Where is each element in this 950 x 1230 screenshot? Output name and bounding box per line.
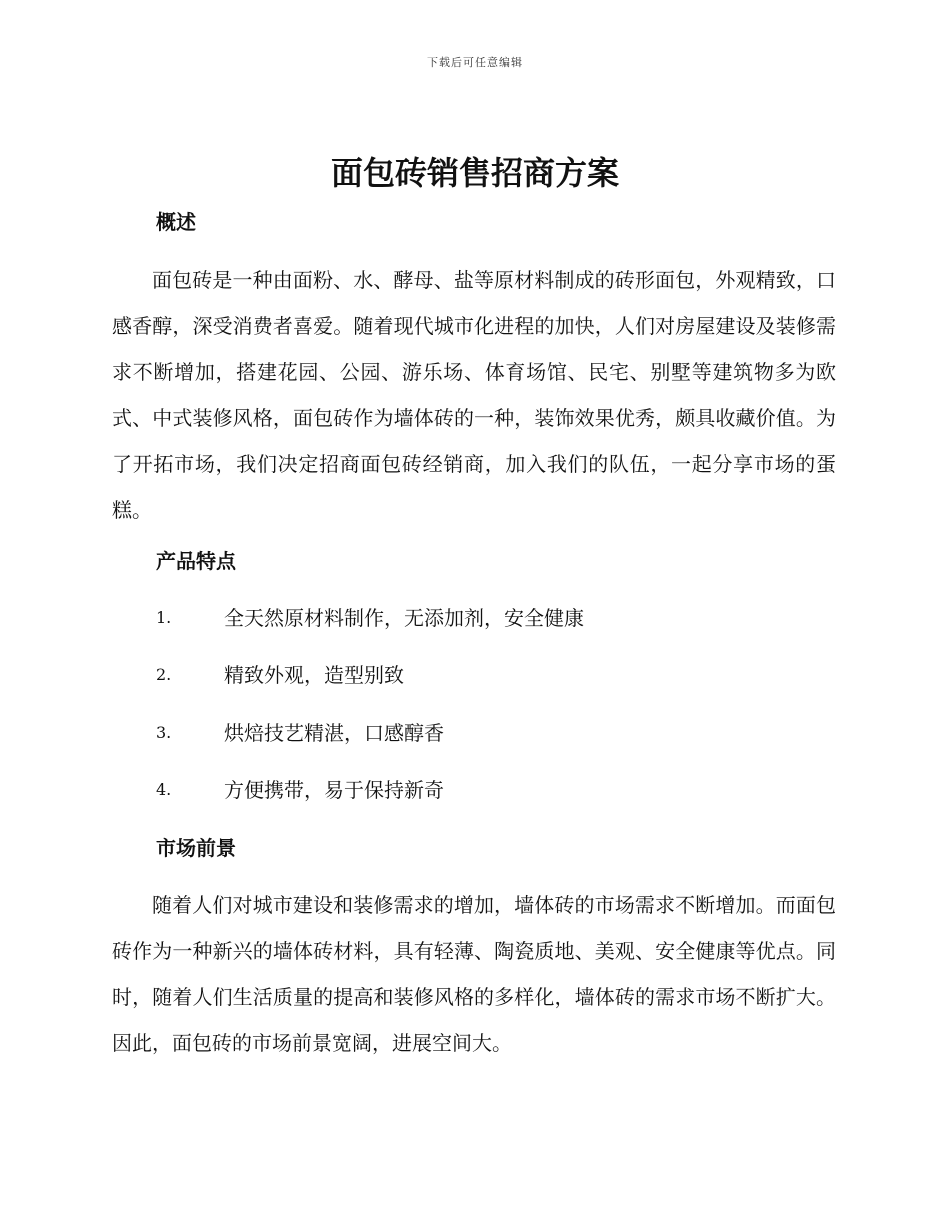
market-paragraph: 随着人们对城市建设和装修需求的增加，墙体砖的市场需求不断增加。而面包砖作为一种新兴的墙体砖材料，具有轻薄、陶瓷质地、美观、安全健康等优点。同时，随着人们生活质量的提高和装修风格的多样化，墙体砖的需求市场不断扩大。因此，面包砖的市场前景宽阔，进展空间大。 [112,893,836,1055]
list-item [0,661,800,691]
list-item [0,719,800,749]
document-title: 面包砖销售招商方案 [330,154,619,192]
list-item-number: 4. [156,780,172,799]
list-item-text: 全天然原材料制作，无添加剂，安全健康 [224,606,584,630]
section-heading-overview: 概述 [156,210,196,234]
list-item-text: 精致外观，造型别致 [224,663,404,687]
section-heading-features: 产品特点 [156,549,236,573]
list-item-text: 方便携带，易于保持新奇 [224,778,444,802]
list-item-text: 烘焙技艺精湛，口感醇香 [224,721,444,745]
page-header-note: 下载后可任意编辑 [427,56,523,69]
section-heading-market: 市场前景 [156,836,236,860]
list-item-number: 3. [156,723,172,742]
list-item [0,604,800,634]
list-item-number: 1. [156,608,172,627]
list-item-number: 2. [156,665,172,684]
overview-paragraph: 面包砖是一种由面粉、水、酵母、盐等原材料制成的砖形面包，外观精致，口感香醇，深受消费者喜爱。随着现代城市化进程的加快，人们对房屋建设及装修需求不断增加，搭建花园、公园、游乐场、体育场馆、民宅、别墅等建筑物多为欧式、中式装修风格，面包砖作为墙体砖的一种，装饰效果优秀，颇具收藏价值。为了开拓市场，我们决定招商面包砖经销商，加入我们的队伍，一起分享市场的蛋糕。 [112,268,836,522]
list-item [0,776,800,806]
